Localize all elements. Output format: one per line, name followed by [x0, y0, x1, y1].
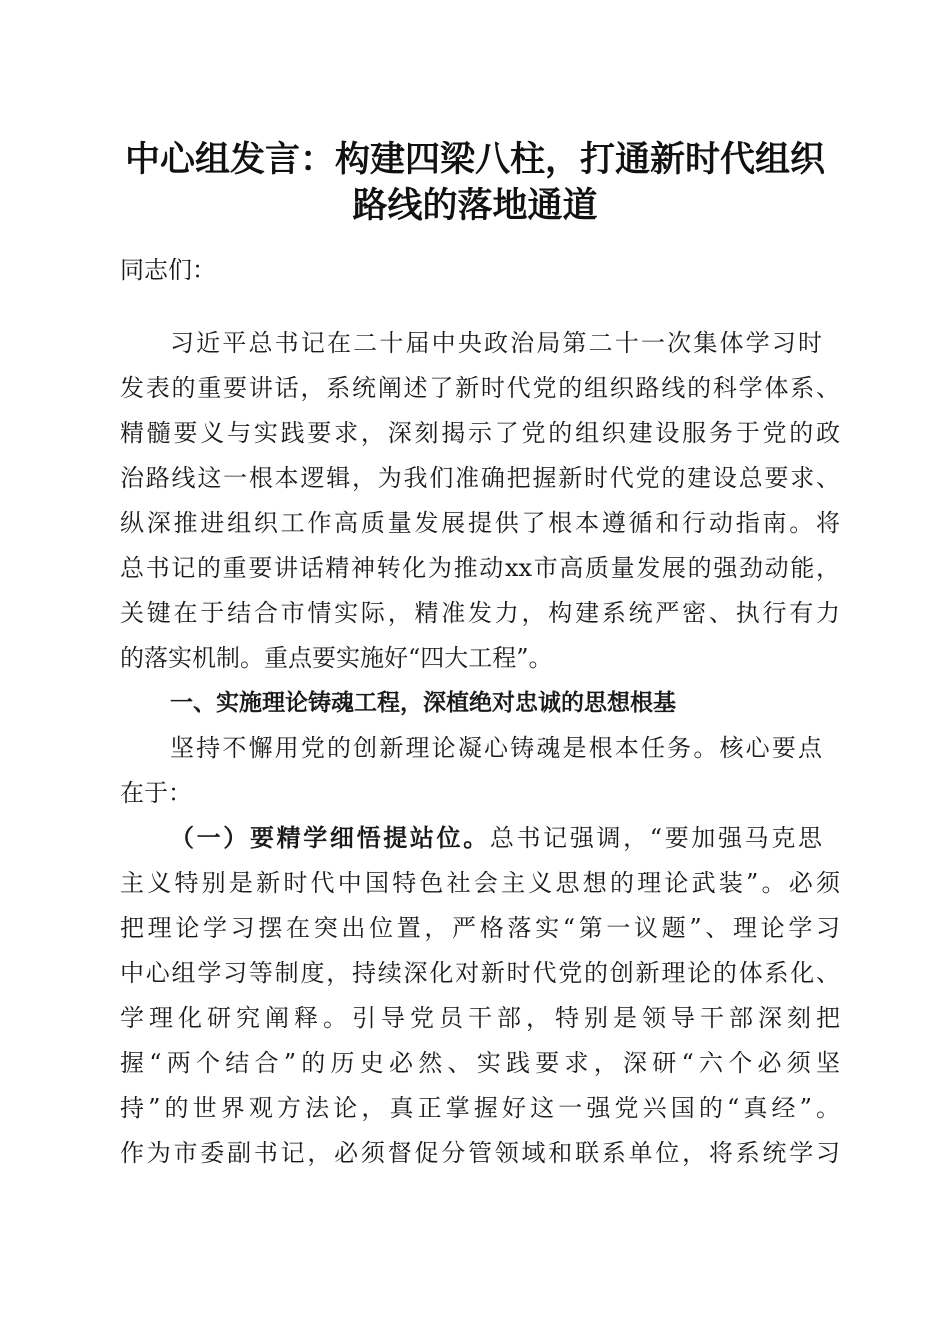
- paragraph-1-line-6: 总书记的重要讲话精神转化为推动xx市高质量发展的强劲动能，: [120, 554, 840, 582]
- salutation: 同志们：: [120, 256, 216, 284]
- paragraph-1-line-4: 治路线这一根本逻辑，为我们准确把握新时代党的建设总要求、: [120, 464, 840, 492]
- document-title-line-2: 路线的落地通道: [352, 185, 598, 226]
- subsection-1-first-line: [170, 821, 822, 855]
- paragraph-1-line-3: 精髓要义与实践要求，深刻揭示了党的组织建设服务于党的政: [120, 419, 840, 447]
- subsection-1-lead: （一）要精学细悟提站位。: [170, 823, 490, 852]
- paragraph-1-line-8: 的落实机制。重点要实施好“四大工程”。: [120, 644, 553, 672]
- paragraph-3-line-3: 中心组学习等制度，持续深化对新时代党的创新理论的体系化、: [120, 959, 840, 987]
- paragraph-3-line-1: 主义特别是新时代中国特色社会主义思想的理论武装”。必须: [120, 869, 840, 897]
- paragraph-1-line-1: 习近平总书记在二十届中央政治局第二十一次集体学习时: [170, 329, 822, 357]
- paragraph-3-line-2: 把理论学习摆在突出位置，严格落实“第一议题”、理论学习: [120, 914, 840, 942]
- paragraph-3-line-7: 作为市委副书记，必须督促分管领域和联系单位，将系统学习: [120, 1139, 840, 1167]
- subsection-1-line-1-rest: 总书记强调，“要加强马克思: [489, 824, 822, 852]
- paragraph-3-line-4: 学理化研究阐释。引导党员干部，特别是领导干部深刻把: [120, 1004, 840, 1032]
- document-title-line-1: 中心组发言：构建四梁八柱，打通新时代组织: [124, 139, 825, 180]
- paragraph-3-line-6: 持”的世界观方法论，真正掌握好这一强党兴国的“真经”。: [120, 1094, 840, 1122]
- section-heading-1: 一、实施理论铸魂工程，深植绝对忠诚的思想根基: [170, 690, 676, 716]
- paragraph-3-line-5: 握“两个结合”的历史必然、实践要求，深研“六个必须坚: [120, 1049, 840, 1077]
- paragraph-1-line-2: 发表的重要讲话，系统阐述了新时代党的组织路线的科学体系、: [120, 374, 840, 402]
- paragraph-2-line-1: 坚持不懈用党的创新理论凝心铸魂是根本任务。核心要点: [170, 734, 822, 762]
- paragraph-1-line-5: 纵深推进组织工作高质量发展提供了根本遵循和行动指南。将: [120, 509, 840, 537]
- paragraph-1-line-7: 关键在于结合市情实际，精准发力，构建系统严密、执行有力: [120, 599, 840, 627]
- paragraph-2-line-2: 在于：: [120, 779, 192, 807]
